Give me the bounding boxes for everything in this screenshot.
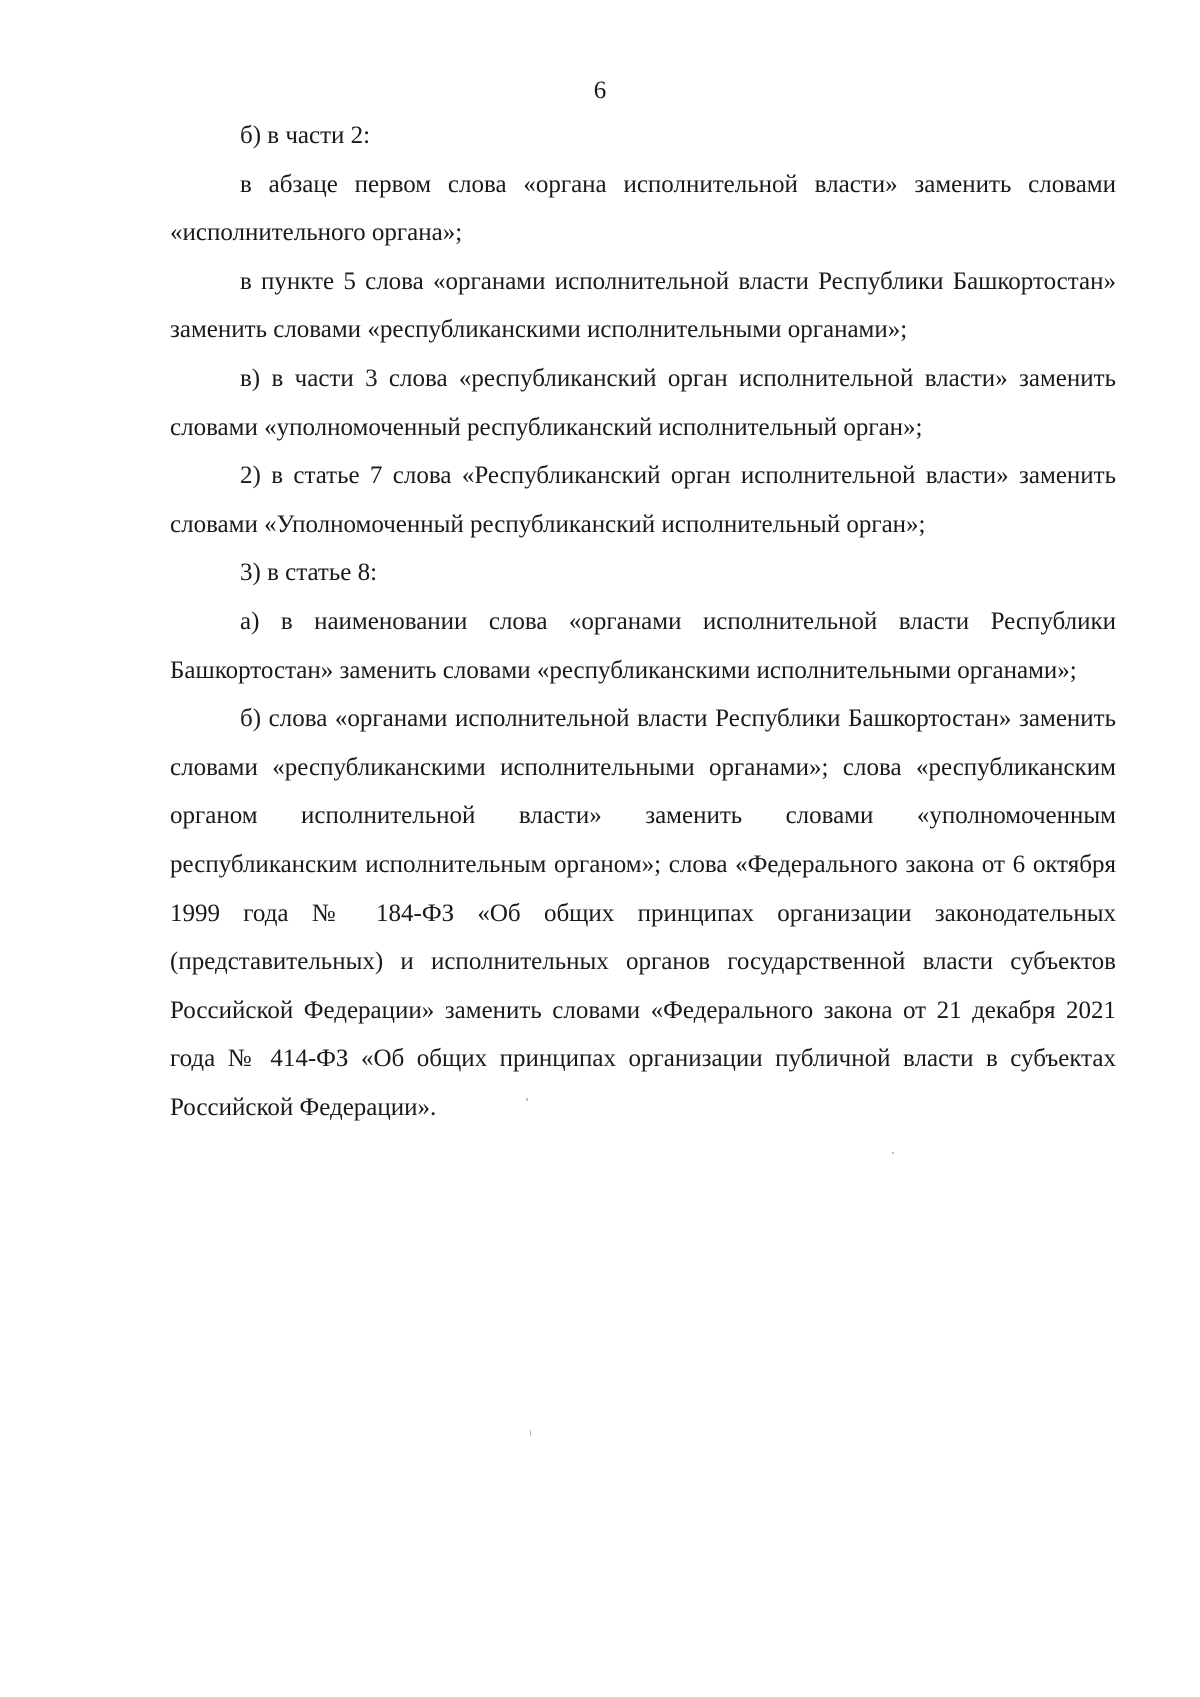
paragraph-a-title: а) в наименовании слова «органами исполнительной власти Республики Башкортостан» заменить словами «республиканскими исполнительными органами»;: [170, 607, 1116, 684]
paragraph-v-part-3: в) в части 3 слова «республиканский орган исполнительной власти» заменить словами «уполномоченный республиканский исполнительный орган»;: [170, 364, 1116, 441]
scan-speck: [530, 1430, 531, 1436]
page-number: 6: [593, 77, 607, 104]
paragraph-article-7: 2) в статье 7 слова «Республиканский орган исполнительной власти» заменить словами «Уполномоченный республиканский исполнительный орган»;: [170, 462, 1116, 538]
document-body: [170, 112, 1116, 1132]
paragraph-article-8: 3) в статье 8:: [240, 559, 378, 587]
paragraph-point-5: в пункте 5 слова «органами исполнительной власти Республики Башкортостан» заменить словами «республиканскими исполнительными органами»;: [170, 267, 1116, 344]
paragraph-b-part-2: б) в части 2:: [240, 122, 371, 149]
scan-speck: [892, 1152, 894, 1154]
paragraph-b-words: б) слова «органами исполнительной власти Республики Башкортостан» заменить словами «республиканскими исполнительными органами»; слова «республиканским органом исполнительной власти» заменить словами «уполномоченным республиканским исполнительным органом»; слова «Федерального закона от 6 октября 1999 года № 184-ФЗ «Об общих принципах организации законодательных (представительных) и исполнительных органов государственной власти субъектов Российской Федерации» заменить словами «Федерального закона от 21 декабря 2021 года № 414-ФЗ «Об общих принципах организации публичной власти в субъектах Российской Федерации».: [170, 705, 1116, 1121]
paragraph-first-subparagraph: в абзаце первом слова «органа исполнительной власти» заменить словами «исполнительного органа»;: [170, 170, 1116, 247]
scan-speck: [526, 1098, 528, 1101]
